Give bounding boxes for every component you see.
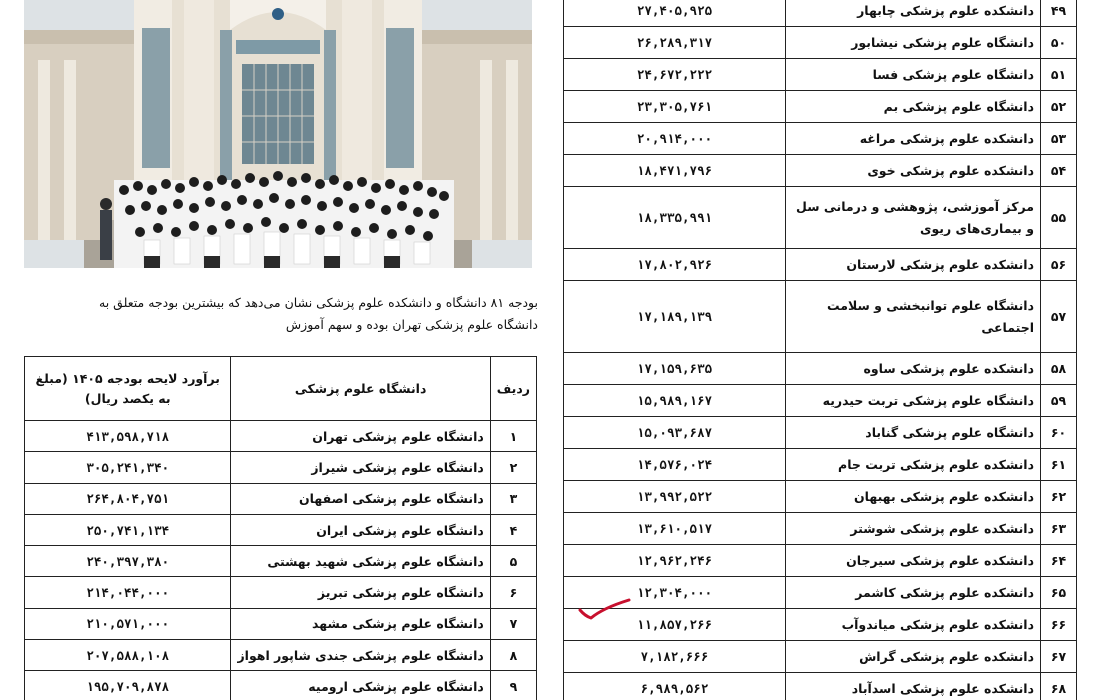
table-row bbox=[25, 577, 537, 608]
budget-value: ۲۷,۴۰۵,۹۲۵ bbox=[564, 0, 786, 27]
row-number: ۲ bbox=[490, 452, 536, 483]
university-name: دانشگاه علوم پزشکی شیراز bbox=[231, 452, 490, 483]
table-row bbox=[564, 673, 1077, 700]
table-row bbox=[564, 449, 1077, 481]
budget-table-right bbox=[563, 0, 1077, 700]
row-number: ۵۲ bbox=[1041, 91, 1077, 123]
row-number: ۶۵ bbox=[1041, 577, 1077, 609]
budget-value: ۱۴,۵۷۶,۰۲۴ bbox=[564, 449, 786, 481]
row-number: ۵۵ bbox=[1041, 187, 1077, 249]
university-name: دانشکده علوم پزشکی چابهار bbox=[786, 0, 1041, 27]
row-number: ۷ bbox=[490, 608, 536, 639]
university-building-illustration bbox=[24, 0, 532, 268]
budget-value: ۲۴۰,۳۹۷,۳۸۰ bbox=[25, 546, 231, 577]
table-row bbox=[564, 281, 1077, 353]
budget-value: ۱۵,۰۹۳,۶۸۷ bbox=[564, 417, 786, 449]
budget-value: ۲۶۴,۸۰۴,۷۵۱ bbox=[25, 483, 231, 514]
row-number: ۴ bbox=[490, 514, 536, 545]
row-number: ۴۹ bbox=[1041, 0, 1077, 27]
table-row bbox=[25, 452, 537, 483]
row-number: ۵۶ bbox=[1041, 249, 1077, 281]
table-row bbox=[564, 577, 1077, 609]
budget-value: ۴۱۳,۵۹۸,۷۱۸ bbox=[25, 421, 231, 452]
budget-value: ۱۹۵,۷۰۹,۸۷۸ bbox=[25, 671, 231, 700]
table-row bbox=[564, 385, 1077, 417]
university-name: دانشکده علوم پزشکی کاشمر bbox=[786, 577, 1041, 609]
university-name: دانشگاه علوم پزشکی شهید بهشتی bbox=[231, 546, 490, 577]
table-row bbox=[25, 546, 537, 577]
article-caption: بودجه ۸۱ دانشگاه و دانشکده علوم پزشکی نشان می‌دهد که بیشترین بودجه متعلق به دانشگاه علوم پزشکی تهران بوده و سهم آموزش bbox=[99, 295, 538, 332]
row-number: ۵۹ bbox=[1041, 385, 1077, 417]
row-number: ۶ bbox=[490, 577, 536, 608]
university-name: دانشگاه علوم پزشکی فسا bbox=[786, 59, 1041, 91]
table-row bbox=[25, 671, 537, 700]
row-number: ۵۸ bbox=[1041, 353, 1077, 385]
budget-value: ۱۳,۶۱۰,۵۱۷ bbox=[564, 513, 786, 545]
budget-value: ۲۴,۶۷۲,۲۲۲ bbox=[564, 59, 786, 91]
budget-value: ۱۳,۹۹۲,۵۲۲ bbox=[564, 481, 786, 513]
budget-value: ۱۸,۴۷۱,۷۹۶ bbox=[564, 155, 786, 187]
row-number: ۵۱ bbox=[1041, 59, 1077, 91]
university-name: دانشکده علوم پزشکی مراغه bbox=[786, 123, 1041, 155]
table-row bbox=[564, 481, 1077, 513]
row-number: ۶۳ bbox=[1041, 513, 1077, 545]
table-row bbox=[25, 421, 537, 452]
table-row bbox=[564, 353, 1077, 385]
budget-value: ۱۷,۱۸۹,۱۳۹ bbox=[564, 281, 786, 353]
university-name: دانشگاه علوم توانبخشی و سلامت اجتماعی bbox=[786, 281, 1041, 353]
row-number: ۶۸ bbox=[1041, 673, 1077, 700]
university-name: دانشگاه علوم پزشکی نیشابور bbox=[786, 27, 1041, 59]
university-name: دانشکده علوم پزشکی اسدآباد bbox=[786, 673, 1041, 700]
budget-value: ۱۸,۳۳۵,۹۹۱ bbox=[564, 187, 786, 249]
university-name: مرکز آموزشی، پژوهشی و درمانی سل و بیماری‌های ریوی bbox=[786, 187, 1041, 249]
university-name: دانشکده علوم پزشکی گراش bbox=[786, 641, 1041, 673]
university-name: دانشگاه علوم پزشکی گناباد bbox=[786, 417, 1041, 449]
budget-value: ۲۱۴,۰۴۴,۰۰۰ bbox=[25, 577, 231, 608]
row-number: ۵۴ bbox=[1041, 155, 1077, 187]
table-header-row bbox=[25, 357, 537, 421]
university-name: دانشکده علوم پزشکی شوشتر bbox=[786, 513, 1041, 545]
budget-value: ۲۱۰,۵۷۱,۰۰۰ bbox=[25, 608, 231, 639]
budget-value: ۷,۱۸۲,۶۶۶ bbox=[564, 641, 786, 673]
row-number: ۳ bbox=[490, 483, 536, 514]
row-number: ۸ bbox=[490, 640, 536, 671]
budget-value: ۱۲,۹۶۲,۲۴۶ bbox=[564, 545, 786, 577]
university-name: دانشکده علوم پزشکی لارستان bbox=[786, 249, 1041, 281]
row-number: ۶۰ bbox=[1041, 417, 1077, 449]
university-name: دانشکده علوم پزشکی بهبهان bbox=[786, 481, 1041, 513]
university-name: دانشگاه علوم پزشکی مشهد bbox=[231, 608, 490, 639]
header-row-number: ردیف bbox=[490, 357, 536, 421]
university-name: دانشگاه علوم پزشکی ایران bbox=[231, 514, 490, 545]
row-number: ۶۴ bbox=[1041, 545, 1077, 577]
table-row bbox=[564, 27, 1077, 59]
row-number: ۶۷ bbox=[1041, 641, 1077, 673]
row-number: ۵۷ bbox=[1041, 281, 1077, 353]
table-row bbox=[564, 249, 1077, 281]
budget-value: ۶,۹۸۹,۵۶۲ bbox=[564, 673, 786, 700]
university-name: دانشگاه علوم پزشکی تبریز bbox=[231, 577, 490, 608]
budget-value: ۱۷,۸۰۲,۹۲۶ bbox=[564, 249, 786, 281]
university-name: دانشکده علوم پزشکی خوی bbox=[786, 155, 1041, 187]
university-name: دانشکده علوم پزشکی سیرجان bbox=[786, 545, 1041, 577]
header-university: دانشگاه علوم پزشکی bbox=[231, 357, 490, 421]
budget-value: ۲۵۰,۷۴۱,۱۳۴ bbox=[25, 514, 231, 545]
university-name: دانشکده علوم پزشکی میاندوآب bbox=[786, 609, 1041, 641]
table-row bbox=[564, 187, 1077, 249]
table-row bbox=[564, 123, 1077, 155]
university-name: دانشگاه علوم پزشکی تربت حیدریه bbox=[786, 385, 1041, 417]
table-row bbox=[25, 514, 537, 545]
table-row bbox=[564, 513, 1077, 545]
university-name: دانشگاه علوم پزشکی بم bbox=[786, 91, 1041, 123]
budget-table-left bbox=[24, 356, 537, 700]
university-photo bbox=[24, 0, 532, 268]
university-name: دانشگاه علوم پزشکی جندی شاپور اهواز bbox=[231, 640, 490, 671]
budget-value: ۲۰۷,۵۸۸,۱۰۸ bbox=[25, 640, 231, 671]
budget-value: ۲۳,۳۰۵,۷۶۱ bbox=[564, 91, 786, 123]
budget-value: ۱۵,۹۸۹,۱۶۷ bbox=[564, 385, 786, 417]
row-number: ۶۶ bbox=[1041, 609, 1077, 641]
table-row bbox=[564, 155, 1077, 187]
header-budget-estimate: برآورد لایحه بودجه ۱۴۰۵ (مبلغ به یکصد ریال) bbox=[25, 357, 231, 421]
budget-value: ۱۱,۸۵۷,۲۶۶ bbox=[564, 609, 786, 641]
table-row bbox=[564, 609, 1077, 641]
university-name: دانشکده علوم پزشکی ساوه bbox=[786, 353, 1041, 385]
university-name: دانشگاه علوم پزشکی اصفهان bbox=[231, 483, 490, 514]
row-number: ۶۱ bbox=[1041, 449, 1077, 481]
table-row bbox=[564, 545, 1077, 577]
budget-value: ۳۰۵,۲۴۱,۳۴۰ bbox=[25, 452, 231, 483]
table-row bbox=[564, 91, 1077, 123]
budget-value: ۲۶,۲۸۹,۳۱۷ bbox=[564, 27, 786, 59]
row-number: ۵ bbox=[490, 546, 536, 577]
budget-value: ۲۰,۹۱۴,۰۰۰ bbox=[564, 123, 786, 155]
table-row bbox=[564, 0, 1077, 27]
table-row bbox=[564, 417, 1077, 449]
row-number: ۹ bbox=[490, 671, 536, 700]
table-row bbox=[25, 640, 537, 671]
university-name: دانشکده علوم پزشکی تربت جام bbox=[786, 449, 1041, 481]
table-row bbox=[25, 483, 537, 514]
budget-value: ۱۷,۱۵۹,۶۳۵ bbox=[564, 353, 786, 385]
table-row bbox=[564, 59, 1077, 91]
budget-value: ۱۲,۳۰۴,۰۰۰ bbox=[564, 577, 786, 609]
table-row bbox=[564, 641, 1077, 673]
row-number: ۵۳ bbox=[1041, 123, 1077, 155]
row-number: ۵۰ bbox=[1041, 27, 1077, 59]
university-name: دانشگاه علوم پزشکی تهران bbox=[231, 421, 490, 452]
check-mark-icon bbox=[577, 596, 633, 624]
table-row bbox=[25, 608, 537, 639]
row-number: ۱ bbox=[490, 421, 536, 452]
university-name: دانشگاه علوم پزشکی ارومیه bbox=[231, 671, 490, 700]
row-number: ۶۲ bbox=[1041, 481, 1077, 513]
